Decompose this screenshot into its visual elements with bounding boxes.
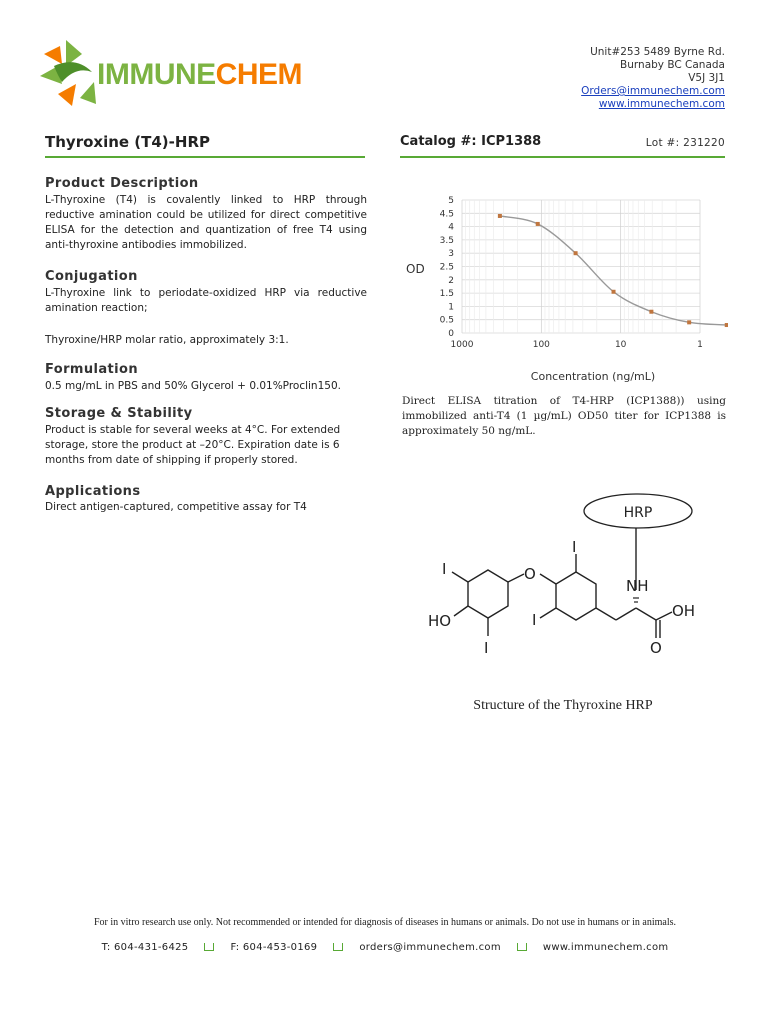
address-line: Burnaby BC Canada <box>620 59 725 71</box>
conjugation-text: L-Thyroxine link to periodate-oxidized HRP via reductive amination reaction; <box>45 287 367 314</box>
title-divider <box>45 156 365 158</box>
data-point <box>612 290 616 294</box>
separator-icon <box>204 943 214 951</box>
separator-icon <box>333 943 343 951</box>
data-point <box>574 251 578 255</box>
conjugation-ratio: Thyroxine/HRP molar ratio, approximately 3:1. <box>45 334 289 346</box>
footer-website[interactable]: www.immunechem.com <box>542 942 669 953</box>
chart-series <box>498 214 728 327</box>
storage-text: Product is stable for several weeks at 4°C. For extended storage, store the product at –20°C. Expiration date is 6 months from date of shipping if properly stored. <box>45 424 341 466</box>
description-text: L-Thyroxine (T4) is covalently linked to HRP through reductive amination could be utilized for direct competitive ELISA for the detection and quantization of free T4 using anti-thyroxine antibodies immobilized. <box>45 194 367 251</box>
product-title: Thyroxine (T4)-HRP <box>45 133 210 151</box>
formulation-heading: Formulation <box>45 362 138 377</box>
elisa-titration-chart <box>398 188 728 388</box>
data-point <box>498 214 502 218</box>
y-tick-label: 4.5 <box>439 209 454 220</box>
data-point <box>536 222 540 226</box>
data-point <box>649 310 653 314</box>
fax-number: F: 604-453-0169 <box>230 942 318 953</box>
iodine-atom: I <box>484 639 489 657</box>
applications-heading: Applications <box>45 484 141 499</box>
contact-bar <box>0 942 770 953</box>
phone-number: T: 604-431-6425 <box>101 942 189 953</box>
address-line: Unit#253 5489 Byrne Rd. <box>590 46 725 58</box>
y-axis-label: OD <box>406 262 425 276</box>
lot-number: Lot #: 231220 <box>645 137 725 149</box>
carboxyl-oh: OH <box>672 602 696 620</box>
amine-group: NH <box>626 577 649 595</box>
formulation-text: 0.5 mg/mL in PBS and 50% Glycerol + 0.01%Proclin150. <box>45 380 341 392</box>
x-tick-label: 1000 <box>450 340 474 350</box>
data-point <box>725 323 728 327</box>
catalog-number: Catalog #: ICP1388 <box>400 134 542 149</box>
y-tick-label: 3 <box>448 249 454 260</box>
ether-oxygen: O <box>524 565 536 583</box>
iodine-atom: I <box>532 611 537 629</box>
company-address <box>581 46 725 111</box>
website-link[interactable]: www.immunechem.com <box>598 98 725 110</box>
data-point <box>687 320 691 324</box>
applications-text: Direct antigen-captured, competitive assay for T4 <box>45 501 307 513</box>
y-tick-label: 1.5 <box>439 289 454 300</box>
thyroxine-hrp-structure <box>420 490 710 660</box>
y-tick-label: 3.5 <box>439 235 454 246</box>
y-tick-label: 0.5 <box>439 315 454 326</box>
address-line: V5J 3J1 <box>688 72 725 84</box>
x-tick-label: 100 <box>532 340 550 350</box>
disclaimer: For in vitro research use only. Not recommended or intended for diagnosis of diseases in humans or animals. Do not use in humans or in animals. <box>93 917 676 928</box>
catalog-divider <box>400 156 725 158</box>
y-tick-label: 4 <box>448 222 454 233</box>
y-tick-label: 1 <box>448 302 454 313</box>
chart-ticks <box>440 196 703 350</box>
y-tick-label: 0 <box>448 329 454 339</box>
iodine-atom: I <box>442 560 447 578</box>
separator-icon <box>517 943 527 951</box>
hydroxyl-group: HO <box>428 612 452 630</box>
structure-caption: Structure of the Thyroxine HRP <box>473 698 653 713</box>
footer-email[interactable]: orders@immunechem.com <box>359 942 501 953</box>
hrp-label: HRP <box>623 505 653 521</box>
x-tick-label: 10 <box>614 340 627 350</box>
y-tick-label: 2.5 <box>439 262 454 273</box>
y-tick-label: 2 <box>448 275 454 286</box>
storage-heading: Storage & Stability <box>45 406 193 421</box>
chart-grid <box>462 200 700 333</box>
description-heading: Product Description <box>45 176 199 191</box>
email-link[interactable]: Orders@immunechem.com <box>581 85 725 97</box>
carbonyl-oxygen: O <box>650 639 662 657</box>
y-tick-label: 5 <box>448 196 454 206</box>
iodine-atom: I <box>572 538 577 556</box>
x-axis-label: Concentration (ng/mL) <box>530 370 656 383</box>
x-tick-label: 1 <box>697 340 703 350</box>
chart-caption: Direct ELISA titration of T4-HRP (ICP1388)) using immobilized anti-T4 (1 µg/mL) OD50 titer for ICP1388 is approximately 50 ng/mL. <box>402 395 726 437</box>
series-line <box>500 216 727 325</box>
brand-name: IMMUNECHEM <box>97 58 302 91</box>
conjugation-heading: Conjugation <box>45 269 138 284</box>
